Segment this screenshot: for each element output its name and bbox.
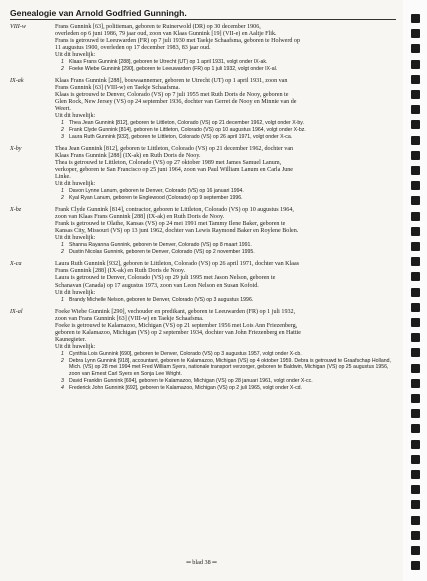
child-item (61, 59, 400, 66)
binding-hole (411, 212, 420, 221)
genealogy-entry (10, 207, 400, 256)
generation-code: VIII-w (10, 24, 26, 30)
binding-hole (411, 500, 420, 509)
binding-hole (411, 257, 420, 266)
child-text: Brandy Michelle Nelson, geboren te Denver, Colorado (VS) op 3 augustus 1996. (69, 296, 254, 303)
binding-hole (411, 561, 420, 570)
children-list (61, 188, 400, 201)
entry-line: Klaas Frans Gunnink [288] (IX-ak) en Ruth Doris de Nooy. (55, 153, 201, 160)
child-number: 1 (61, 351, 64, 358)
child-item (61, 378, 400, 385)
child-text: Kyal Ryan Lanum, geboren te Englewood (Colorado) op 9 september 1996. (69, 195, 243, 202)
generation-code: X-by (10, 146, 22, 153)
entry-line: Frans is getrouwd te Leeuwarden (FR) op 7 juli 1930 met Taekje Schaafsma, geboren te Holwerd op (55, 38, 301, 45)
page-number: ═ blad 38 ═ (186, 559, 217, 566)
spiral-binding (403, 0, 427, 581)
children-list (61, 297, 400, 304)
entry-line: Uit dit huwelijk: (55, 181, 96, 188)
entry-line: Laura Ruth Gunnink [932], geboren te Littleton, Colorado (VS) op 26 april 1971, dochter van Klaas (55, 261, 300, 268)
child-text: Debra Lynn Gunnink [918], accountant, geboren te Kalamazoo, Michigan (VS) op 4 oktober 1959. Debra is getrouwd te Graafschap Holland, Mich. (VS) op 28 mei 1994 met Fred William Syers, nationale transport verzorger, geboren te Baldwin, Michigan (VS) op 25 augustus 1956, zoon van Ernest Carl Syers en Sonja Lee Wright. (69, 357, 391, 378)
child-text: Thea Jean Gunnink [812], geboren te Littleton, Colorado (VS) op 21 december 1962, volgt onder X-by. (69, 120, 304, 127)
genealogy-entry (10, 78, 400, 140)
entry-line: Klaas is getrouwd te Denver, Colorado (VS) op 7 juli 1955 met Ruth Doris de Nooy, geboren te (55, 92, 289, 99)
entry-line: verkoper, geboren te San Francisco op 25 juni 1964, zoon van Paul William Lanum en Carla June (55, 167, 294, 174)
binding-hole (411, 120, 420, 129)
entry-line: Glen Rock, New Jersey (VS) op 24 september 1936, dochter van Gerret de Nooy en Minnie van de (55, 99, 297, 106)
binding-hole (411, 379, 420, 388)
child-text: Shanna Rayanna Gunnink, geboren te Denver, Colorado (VS) op 8 maart 1991. (69, 242, 252, 249)
child-number: 3 (61, 377, 64, 384)
genealogy-entry (10, 309, 400, 392)
child-number: 4 (61, 384, 64, 391)
generation-code: IX-al (10, 308, 23, 315)
generation-code: X-ca (10, 261, 22, 268)
child-text: Frank Clyde Gunnink [814], geboren te Littleton, Colorado (VS) op 10 augustus 1964, volgt onder X-bz. (69, 127, 306, 134)
entry-line: Weert. (55, 106, 71, 113)
binding-hole (411, 75, 420, 84)
entry-line: Uit dit huwelijk: (55, 235, 96, 242)
binding-hole (411, 455, 420, 464)
binding-hole (411, 196, 420, 205)
child-number: 1 (61, 242, 64, 249)
binding-hole (411, 333, 420, 342)
child-item (61, 188, 400, 195)
binding-hole (411, 516, 420, 525)
child-number: 2 (61, 195, 64, 202)
entry-line: Frank is getrouwd te Olathe, Kansas (VS) op 24 mei 1991 met Tammy Ilene Baker, geboren te (55, 221, 286, 228)
child-text: Cynthia Lois Gunnink [690], geboren te Denver, Colorado (VS) op 3 augustus 1957, volgt onder X-cb. (69, 351, 302, 358)
binding-hole (411, 90, 420, 99)
entry-line: Uit dit huwelijk: (55, 344, 96, 351)
title-rule (10, 19, 396, 20)
entry-line: Thea is getrouwd te Littleton, Colorado (VS) op 27 oktober 1989 met James Samuel Lanum, (55, 160, 282, 167)
child-number: 3 (61, 133, 64, 140)
children-list (61, 242, 400, 255)
children-list (61, 59, 400, 72)
child-number: 1 (61, 296, 64, 303)
binding-hole (411, 364, 420, 373)
child-item (61, 249, 400, 256)
entry-line: Laura is getrouwd te Denver, Colorado (VS) op 29 juli 1995 met Jason Nelson, geboren te (55, 275, 276, 282)
page-title: Genealogie van Arnold Godfried Gunningh. (10, 8, 187, 18)
child-text: Frederick John Gunnink [692], geboren te Kalamazoo, Michigan (VS) op 2 juli 1965, volgt onder X-cd. (69, 384, 302, 391)
child-item (61, 134, 400, 141)
generation-code: X-bz (10, 207, 22, 214)
binding-hole (411, 470, 420, 479)
binding-hole (411, 242, 420, 251)
binding-hole (411, 409, 420, 418)
binding-hole (411, 166, 420, 175)
child-item (61, 351, 400, 358)
child-text: Klaas Frans Gunnink [288], geboren te Utrecht (UT) op 1 april 1931, volgt onder IX-ak. (69, 59, 268, 66)
entry-line: Thea Jean Gunnink [812], geboren te Littleton, Colorado (VS) op 21 december 1962, dochter van (55, 146, 294, 153)
child-number: 2 (61, 357, 64, 364)
entry-line: 11 augustus 1900, overleden op 17 december 1983, 83 jaar oud. (55, 45, 211, 52)
child-text: Dustin Nicolas Gunnink, geboren te Denver, Colorado (VS) op 2 november 1995. (69, 249, 255, 256)
binding-hole (411, 151, 420, 160)
genealogy-entry (10, 24, 400, 73)
binding-hole (411, 272, 420, 281)
binding-hole (411, 105, 420, 114)
genealogy-entry (10, 261, 400, 303)
child-item (61, 120, 400, 127)
entry-line: Kansas City, Missouri (VS) op 13 juni 1962, dochter van Lewis Raymond Baker en Roylene Bolen. (55, 228, 299, 235)
binding-hole (411, 485, 420, 494)
binding-hole (411, 227, 420, 236)
child-number: 2 (61, 249, 64, 256)
entry-line: zoon van Klaas Frans Gunnink [288] (IX-ak) en Ruth Doris de Nooy. (55, 214, 225, 221)
binding-hole (411, 303, 420, 312)
binding-hole (411, 546, 420, 555)
child-number: 2 (61, 65, 64, 72)
binding-hole (411, 424, 420, 433)
entry-line: Uit dit huwelijk: (55, 113, 96, 120)
binding-hole (411, 531, 420, 540)
child-item (61, 242, 400, 249)
binding-hole (411, 394, 420, 403)
binding-hole (411, 14, 420, 23)
child-item (61, 195, 400, 202)
child-number: 1 (61, 59, 64, 66)
entry-line: Frank Clyde Gunnink [814], contractor, geboren te Littleton, Colorado (VS) op 10 augustus 1964, (55, 207, 294, 214)
child-text: Laura Ruth Gunnink [932], geboren te Littleton, Colorado (VS) op 26 april 1971, volgt onder X-ca. (69, 133, 293, 140)
entry-line: Uit dit huwelijk: (55, 52, 96, 59)
binding-hole (411, 318, 420, 327)
entry-line: Frans Gunnink [288] (IX-ak) en Ruth Doris de Nooy. (55, 268, 186, 275)
entry-line: Foeke Wiebe Gunnink [290], vechouder en predikant, geboren te Leeuwarden (FR) op 1 juli 1932, (55, 308, 296, 315)
child-number: 2 (61, 127, 64, 134)
genealogy-entries (10, 24, 400, 397)
child-text: Foeke Wiebe Gunnink [290], geboren te Leeuwarden (FR) op 1 juli 1932, volgt onder IX-al. (69, 65, 278, 72)
child-item (61, 297, 400, 304)
entry-line: geboren te Kalamazoo, Michigan (VS) op 2 september 1934, dochter van John Friezenberg en Hattie (55, 329, 301, 336)
generation-code: IX-ak (10, 78, 24, 85)
binding-hole (411, 60, 420, 69)
child-number: 1 (61, 188, 64, 195)
child-item (61, 385, 400, 392)
binding-hole (411, 288, 420, 297)
binding-hole (411, 181, 420, 190)
child-text: Davon Lynne Lanum, geboren te Denver, Colorado (VS) op 16 januari 1994. (69, 188, 244, 195)
entry-line: Linke. (55, 174, 71, 181)
child-item (61, 358, 400, 378)
children-list (61, 120, 400, 140)
child-text: David Franklin Gunnink [694], geboren te Kalamazoo, Michigan (VS) op 28 januari 1961, volgt onder X-cc. (69, 377, 313, 384)
entry-line: Frans Gunnink [63], politieman, geboren te Ruinerwold (DR) op 30 december 1906, (55, 24, 261, 30)
entry-line: Schanavan (Canada) op 17 augustus 1973, zoon van Leon Nelson en Susan Kofoid. (55, 282, 259, 289)
child-item (61, 127, 400, 134)
genealogy-entry (10, 146, 400, 202)
entry-line: Uit dit huwelijk: (55, 289, 96, 296)
binding-hole (411, 136, 420, 145)
entry-line: zoon van Frans Gunnink [63] (VIII-w) en Taekje Schaafsma. (55, 315, 204, 322)
entry-line: Foeke is getrouwd te Kalamazoo, Michigan (VS) op 21 september 1956 met Lois Ann Friezenberg, (55, 322, 298, 329)
entry-line: Kaunegieter. (55, 336, 86, 343)
binding-hole (411, 440, 420, 449)
binding-hole (411, 348, 420, 357)
child-item (61, 66, 400, 73)
entry-line: Frans Gunnink [63] (VIII-w) en Taekje Schaafsma. (55, 85, 180, 92)
entry-line: Klaas Frans Gunnink [288], bouwaannemer, geboren te Utrecht (UT) op 1 april 1931, zoon van (55, 78, 288, 85)
child-number: 1 (61, 120, 64, 127)
children-list (61, 351, 400, 391)
binding-hole (411, 29, 420, 38)
entry-line: overleden op 6 juni 1986, 79 jaar oud, zoon van Klaas Gunnink [19] (VII-e) en Aaltje Flik. (55, 31, 277, 38)
binding-hole (411, 44, 420, 53)
